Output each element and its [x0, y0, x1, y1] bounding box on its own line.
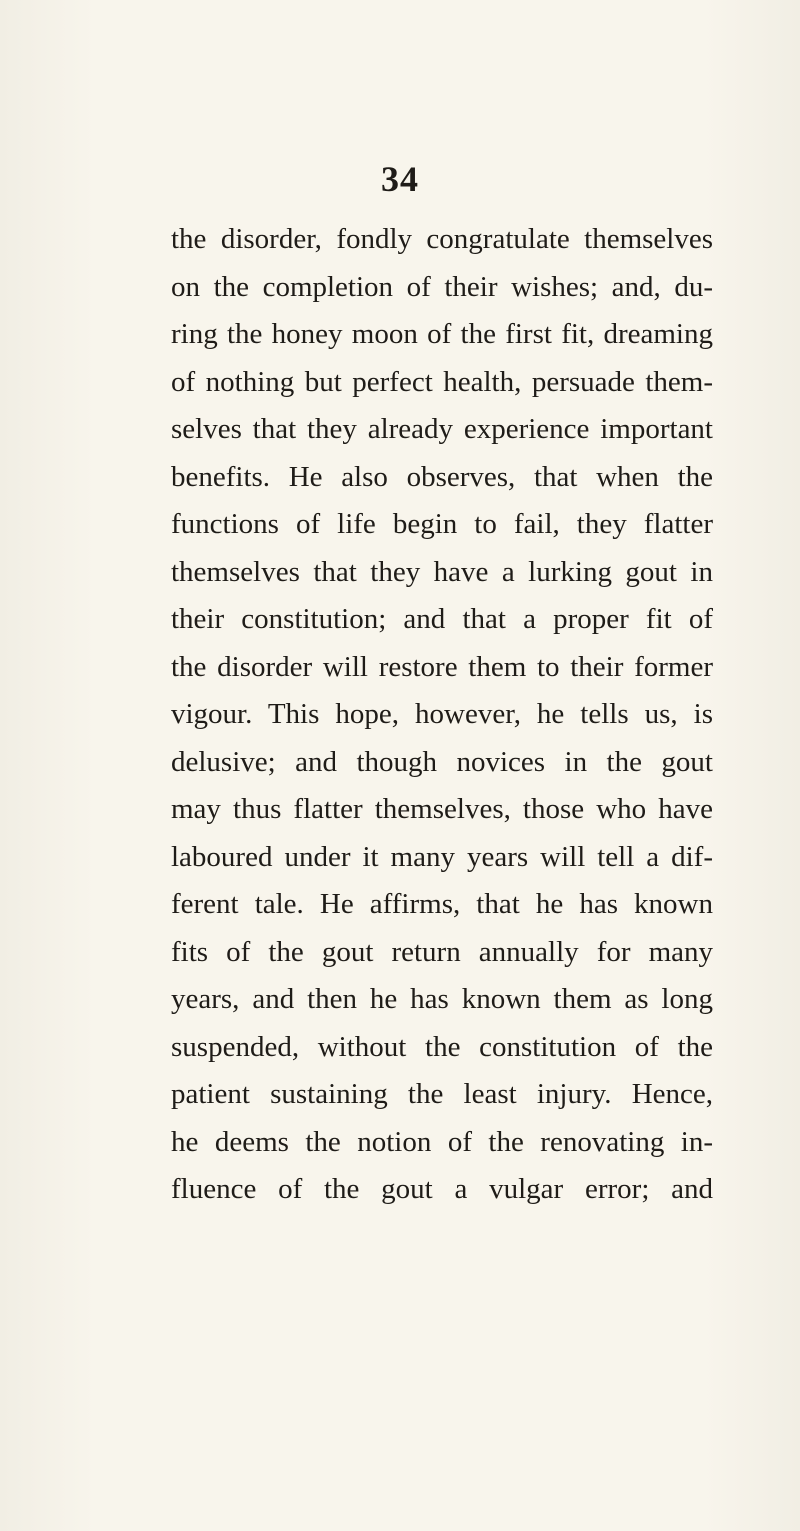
text-line: years, and then he has known them as long: [171, 983, 713, 1015]
body-paragraph: [171, 216, 713, 1214]
text-line: themselves that they have a lurking gout in: [171, 555, 713, 588]
text-line: he deems the notion of the renovating in-: [171, 1125, 713, 1158]
text-line: suspended, without the constitution of the: [171, 1030, 713, 1063]
text-line: the disorder, fondly congratulate themselves: [171, 223, 713, 255]
text-line: ring the honey moon of the first fit, dreaming: [171, 318, 713, 350]
text-line: patient sustaining the least injury. Hence,: [171, 1078, 713, 1110]
text-line: vigour. This hope, however, he tells us, is: [171, 698, 713, 730]
text-line: benefits. He also observes, that when the: [171, 460, 713, 493]
text-line: may thus flatter themselves, those who have: [171, 793, 713, 825]
text-line: their constitution; and that a proper fit of: [171, 603, 713, 635]
text-line: the disorder will restore them to their former: [171, 650, 713, 683]
text-line: ferent tale. He affirms, that he has known: [171, 888, 713, 920]
text-line: selves that they already experience important: [171, 413, 713, 445]
text-line: fits of the gout return annually for many: [171, 935, 713, 968]
text-line: functions of life begin to fail, they flatter: [171, 508, 713, 540]
text-line: of nothing but perfect health, persuade them-: [171, 365, 713, 398]
text-line: fluence of the gout a vulgar error; and: [171, 1173, 713, 1205]
page-number: 34: [381, 159, 419, 199]
text-line: delusive; and though novices in the gout: [171, 745, 713, 778]
text-line: laboured under it many years will tell a dif-: [171, 840, 713, 873]
text-line: on the completion of their wishes; and, du-: [171, 270, 713, 303]
